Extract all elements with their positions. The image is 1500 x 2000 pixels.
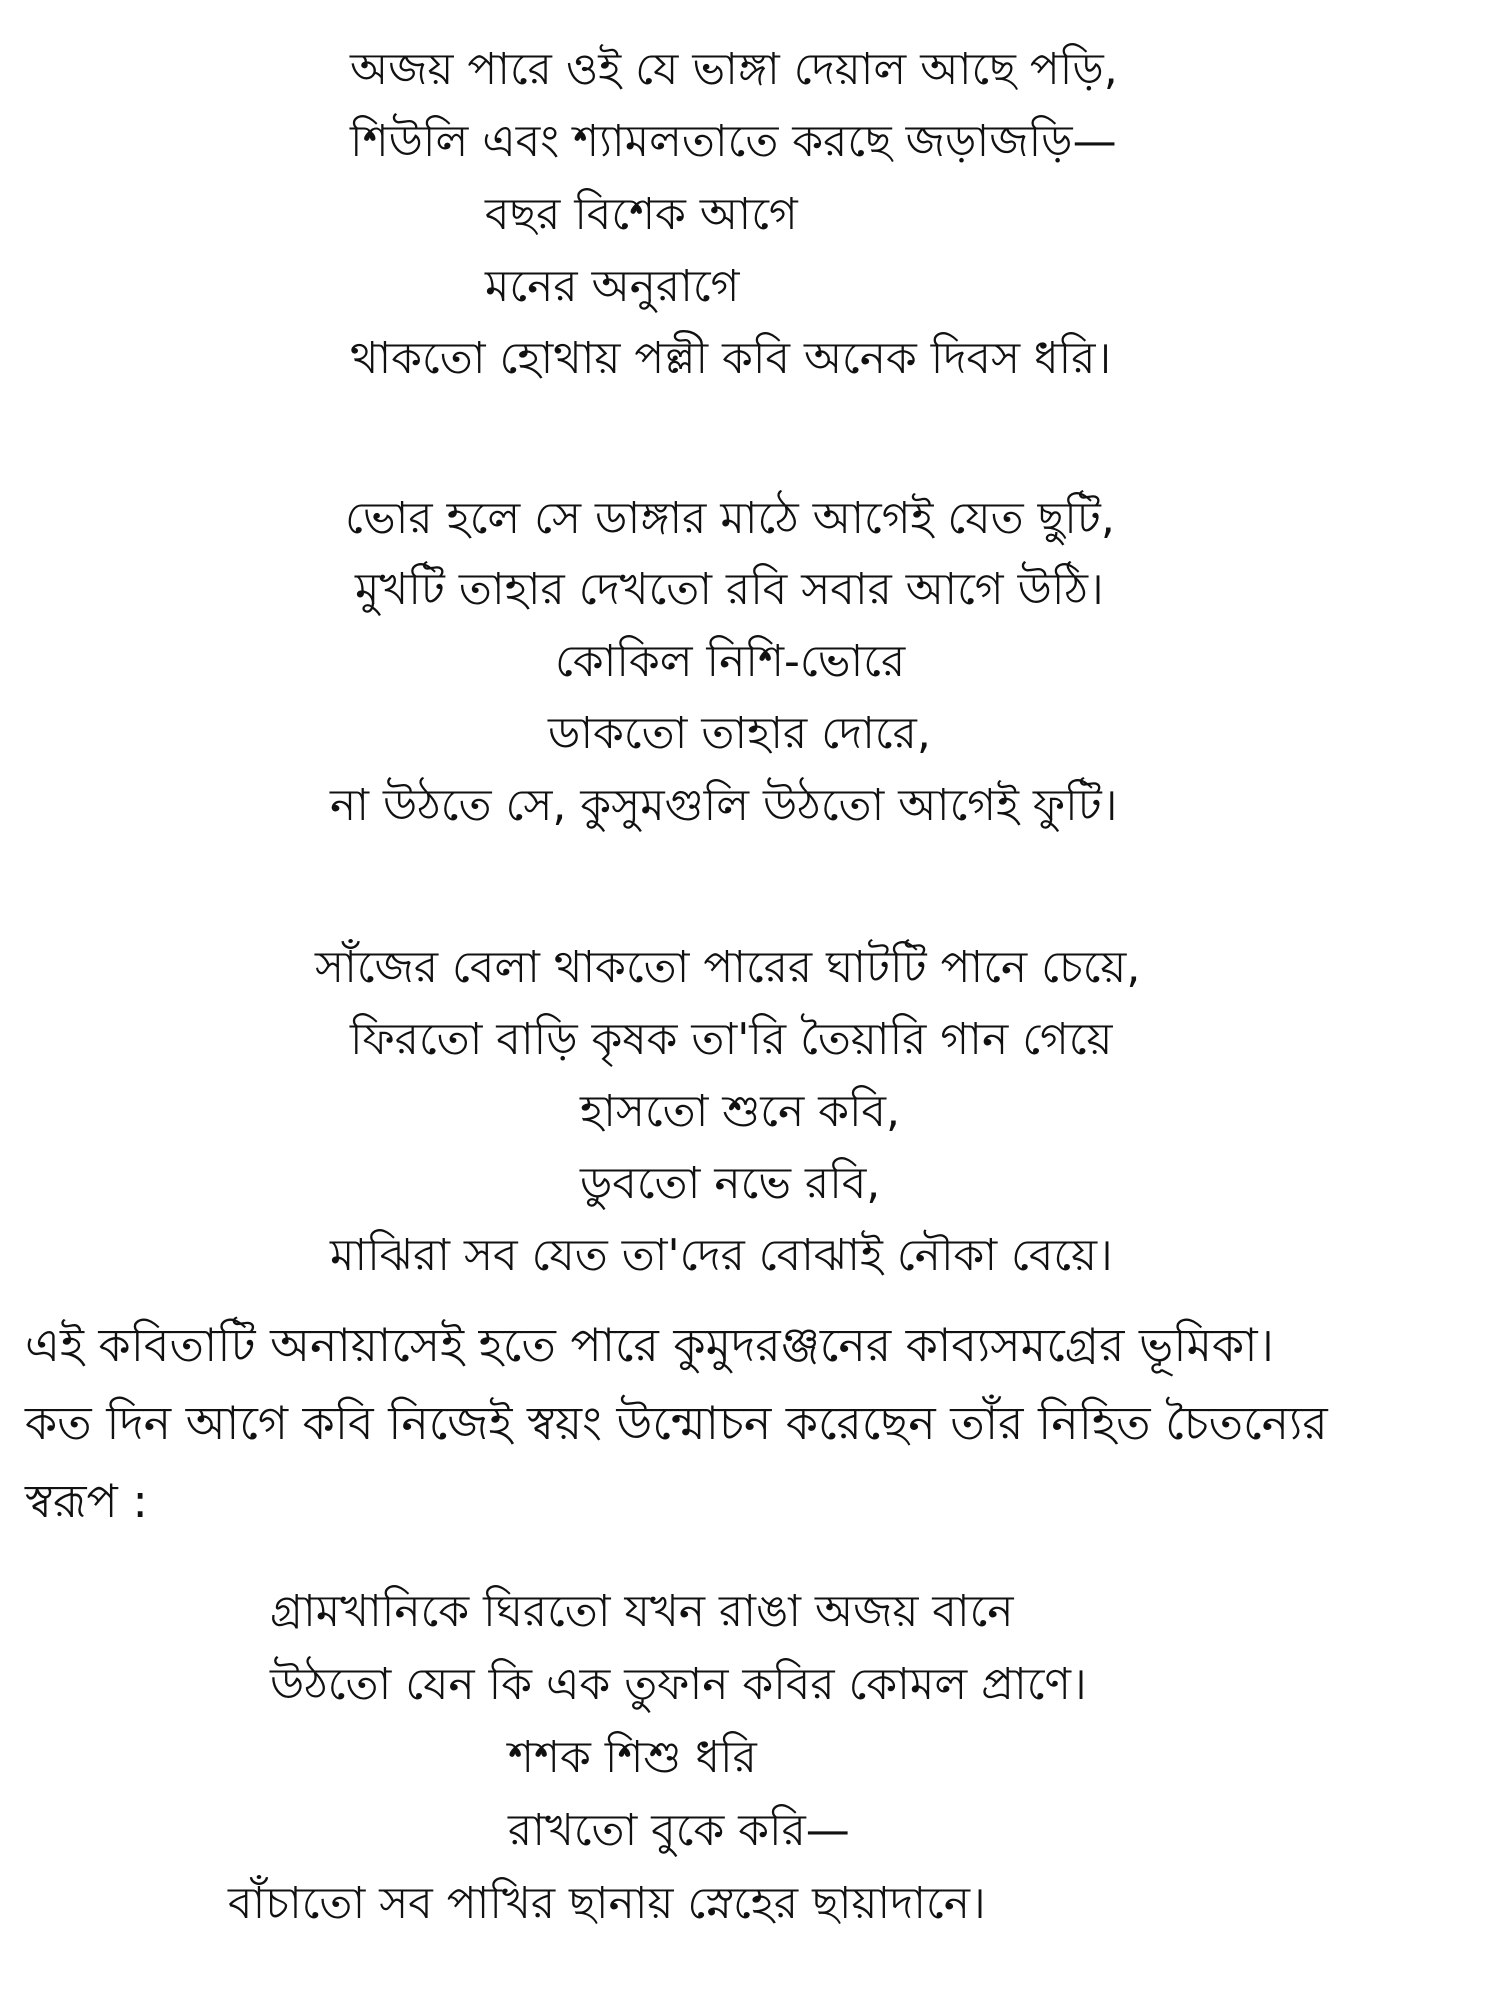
poem-line: কোকিল নিশি-ভোরে (555, 636, 906, 687)
poem-line: মনের অনুরাগে (485, 261, 740, 312)
prose-line: কত দিন আগে কবি নিজেই স্বয়ং উন্মোচন করেছেন তাঁর নিহিত চৈতন্যের (25, 1396, 1328, 1450)
poem-line: বাঁচাতো সব পাখির ছানায় স্নেহের ছায়াদানে। (228, 1878, 986, 1929)
poem-line: গ্রামখানিকে ঘিরতো যখন রাঙা অজয় বানে (270, 1586, 1014, 1637)
poem-line: সাঁজের বেলা থাকতো পারের ঘাটটি পানে চেয়ে, (315, 942, 1141, 993)
poem-line: হাসতো শুনে কবি, (580, 1086, 901, 1137)
poem-line: ভোর হলে সে ডাঙ্গার মাঠে আগেই যেত ছুটি, (345, 493, 1115, 544)
poem-line: শশক শিশু ধরি (508, 1732, 757, 1783)
poem-line: ডাকতো তাহার দোরে, (548, 708, 931, 759)
poem-line: না উঠতে সে, কুসুমগুলি উঠতো আগেই ফুটি। (330, 780, 1118, 831)
poem-line: শিউলি এবং শ্যামলতাতে করছে জড়াজড়ি— (350, 116, 1117, 167)
poem-line: থাকতো হোথায় পল্লী কবি অনেক দিবস ধরি। (350, 333, 1112, 384)
prose-line: স্বরূপ : (25, 1474, 148, 1528)
poem-line: বছর বিশেক আগে (485, 189, 798, 240)
poem-line: মুখটি তাহার দেখতো রবি সবার আগে উঠি। (355, 564, 1104, 615)
prose-line: এই কবিতাটি অনায়াসেই হতে পারে কুমুদরঞ্জনের কাব্যসমগ্রের ভূমিকা। (25, 1318, 1275, 1372)
poem-line: মাঝিরা সব যেত তা'দের বোঝাই নৌকা বেয়ে। (330, 1230, 1113, 1281)
poem-line: ফিরতো বাড়ি কৃষক তা'রি তৈয়ারি গান গেয়ে (350, 1014, 1113, 1065)
poem-line: অজয় পারে ওই যে ভাঙ্গা দেয়াল আছে পড়ি, (350, 44, 1118, 95)
poem-line: উঠতো যেন কি এক তুফান কবির কোমল প্রাণে। (270, 1659, 1087, 1710)
poem-line: রাখতো বুকে করি— (508, 1805, 850, 1856)
poem-line: ডুবতো নভে রবি, (580, 1158, 881, 1209)
